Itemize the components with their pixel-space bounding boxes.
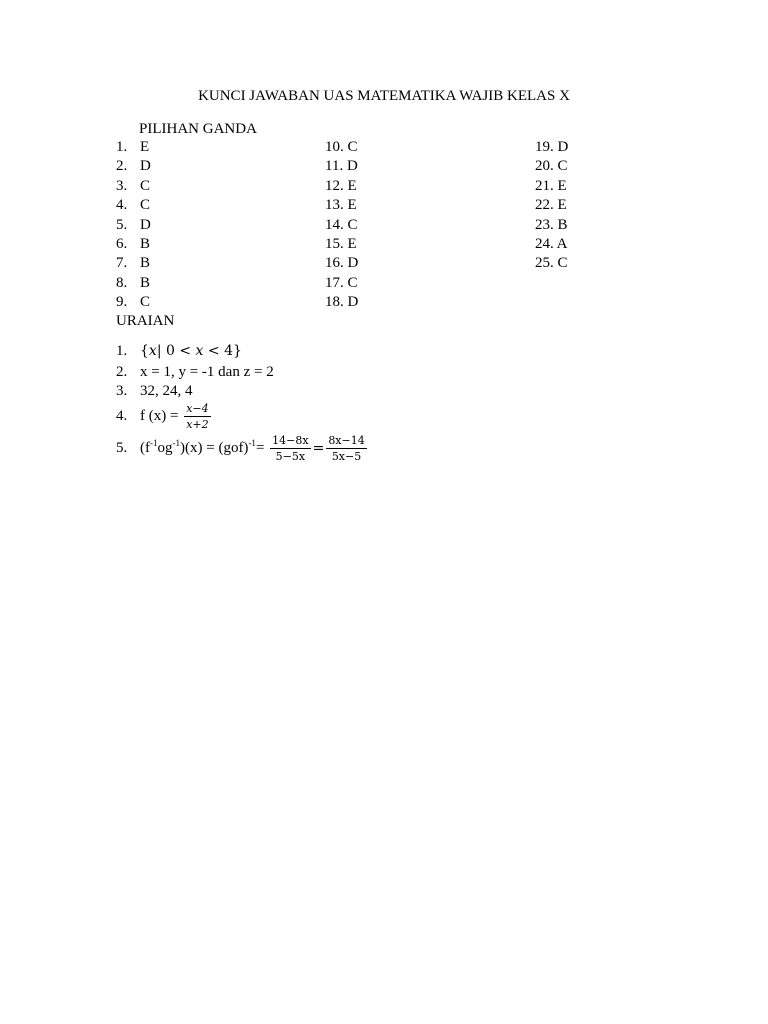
fraction-2: $\frac{8x-14}{5x-5}$ [328,434,365,464]
answer-number: 4. [116,197,128,214]
answer-letter: D [140,158,151,175]
answer-row: 19. D [535,139,569,155]
answer-number: 8. [116,274,128,291]
answer-row [116,274,150,293]
uraian-heading: URAIAN [116,313,175,329]
uraian-item-5 [116,433,369,464]
answer-number: 3. [116,177,128,194]
answer-row [116,254,150,273]
answer-row: 16. D [325,255,359,272]
answer-row: 17. C [325,274,358,291]
answer-row [116,235,150,254]
answer-number: 1. [116,139,128,155]
answer-letter: C [140,294,151,311]
answer-row: 15. E [325,236,357,252]
answer-row: 22. E [535,197,567,214]
uraian-number: 4. [116,408,128,424]
answer-row [116,293,150,312]
uraian-item-3 [116,382,193,401]
uraian-number: 3. [116,383,128,399]
answer-letter: C [140,177,151,194]
uraian-item-1 [116,342,242,361]
answer-number: 5. [116,216,128,233]
answer-number: 2. [116,158,128,175]
answer-letter: B [140,255,151,272]
answer-row: 13. E [325,197,357,214]
answer-row [116,177,150,196]
uraian-number: 5. [116,440,128,456]
uraian-answer: 32, 24, 4 [140,383,193,399]
answer-row: 23. B [535,216,568,233]
answer-row: 14. C [325,216,358,233]
uraian-answer: x = 1, y = -1 dan z = 2 [140,364,274,380]
answer-number: 9. [116,294,128,311]
uraian-number: 2. [116,364,128,380]
answer-number: 7. [116,255,128,272]
answer-row [116,216,151,235]
answer-row [116,196,150,215]
answer-row: 24. A [535,236,568,252]
answer-letter: B [140,274,151,291]
answer-letter: D [140,216,151,233]
answer-letter: B [140,236,151,252]
uraian-item-4 [116,401,213,431]
answer-row: 12. E [325,177,357,194]
answer-row: 21. E [535,177,567,194]
document-title: KUNCI JAWABAN UAS MATEMATIKA WAJIB KELAS X [198,88,570,104]
answer-row: 11. D [325,158,358,175]
answer-letter: C [140,197,151,214]
pilihan-ganda-heading: PILIHAN GANDA [139,121,257,137]
answer-row [116,138,149,157]
answer-letter: E [140,139,150,155]
answer-row [116,157,151,176]
answer-number: 6. [116,236,128,252]
answer-row: 18. D [325,294,359,311]
composition-expression: $(f^{-1}og^{-1})(x) = (gof)^{-1}=$ [140,438,265,456]
fraction-1: $\frac{14-8x}{5-5x}$ [272,434,309,464]
equals-sign: = [312,440,325,457]
set-notation: {x| 0 < x < 4} [140,343,242,359]
uraian-number: 1. [116,343,128,359]
uraian-item-2 [116,363,274,382]
answer-row: 20. C [535,158,568,175]
fraction: $\frac{x-4}{x+2}$ [186,402,209,432]
function-lhs: f (x) = [140,408,179,424]
answer-row: 25. C [535,255,568,272]
answer-row: 10. C [325,139,358,155]
